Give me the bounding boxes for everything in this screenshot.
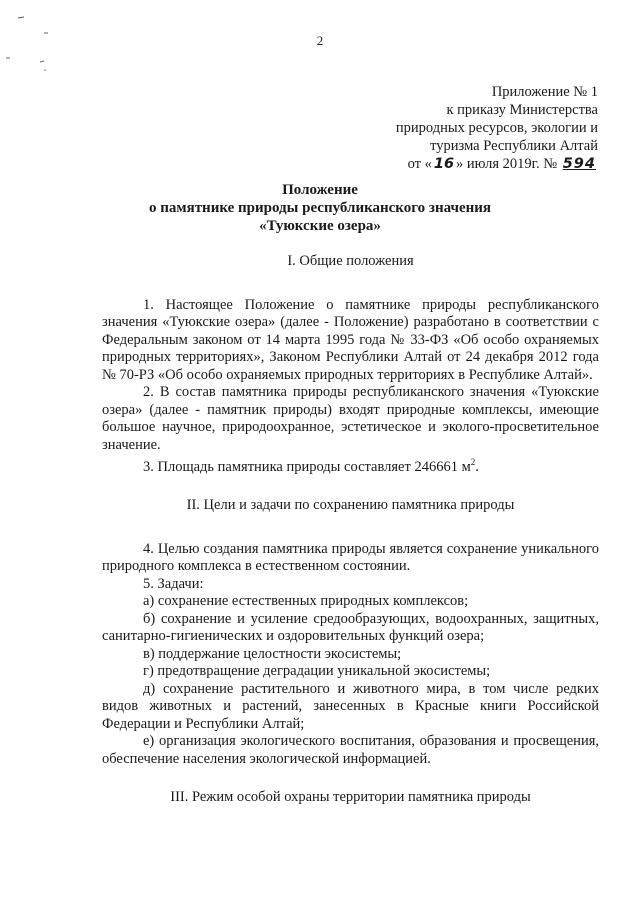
appendix-line-1: Приложение № 1 — [491, 84, 598, 100]
paragraph-3-end: . — [475, 458, 479, 475]
task-b: б) сохранение и усиление средообразующих, водоохранных, защитных, санитарно-гигиенических и оздоровительных функций озера; — [102, 610, 599, 645]
paragraph-3 — [102, 454, 599, 476]
task-f: е) организация экологического воспитания, образования и просвещения, обеспечение населения экологической информацией. — [102, 733, 599, 767]
page-number: 2 — [316, 33, 324, 48]
section-heading-2: II. Цели и задачи по сохранению памятника природы — [186, 497, 515, 514]
appendix-line-4: туризма Республики Алтай — [430, 138, 598, 154]
appendix-block — [338, 83, 598, 173]
handwritten-day: 16 — [433, 156, 455, 172]
paragraph-1: 1. Настоящее Положение о памятнике природы республиканского значения «Туюкские озера» (далее - Положение) разработано в соответствии с Федеральным законом от 14 марта 1995 года № 33-ФЗ «Об особо охраняемых природных территориях», Законом Республики Алтай от 24 декабря 2012 года № 70-РЗ «Об особо охраняемых природных территориях в Республике Алтай». — [102, 296, 599, 383]
appendix-line-2: к приказу Министерства — [446, 102, 598, 118]
paragraph-3-text: 3. Площадь памятника природы составляет 246661 м — [143, 458, 471, 475]
area-unit-superscript: 2 — [470, 457, 476, 467]
section-heading-3: III. Режим особой охраны территории памятника природы — [170, 789, 531, 806]
appendix-date-line — [338, 155, 598, 173]
paragraph-5: 5. Задачи: — [143, 575, 204, 592]
handwritten-order-number: 594 — [562, 156, 596, 172]
title-line-2: о памятнике природы республиканского значения — [148, 200, 492, 216]
document-title — [0, 181, 640, 235]
date-middle: » июля 2019г. № — [456, 156, 558, 172]
paragraph-2: 2. В состав памятника природы республиканского значения «Туюкские озера» (далее - памятник природы) входят природные комплексы, имеющие большое научное, природоохранное, эстетическое и эколого-просветительное значение. — [102, 384, 599, 453]
date-prefix: от « — [407, 156, 432, 172]
task-e: д) сохранение растительного и животного мира, в том числе редких видов животных и растений, занесенных в Красные книги Российской Федерации и Республики Алтай; — [102, 680, 599, 732]
section-heading-1: I. Общие положения — [287, 253, 414, 269]
task-d: г) предотвращение деградации уникальной экосистемы; — [143, 663, 491, 680]
task-a: а) сохранение естественных природных комплексов; — [143, 593, 469, 610]
title-line-1: Положение — [282, 182, 358, 198]
paragraph-4: 4. Целью создания памятника природы является сохранение уникального природного комплекса в естественном состоянии. — [102, 540, 599, 575]
document-body — [102, 253, 599, 833]
appendix-line-3: природных ресурсов, экологии и — [395, 120, 598, 136]
title-line-3: «Туюкские озера» — [259, 218, 381, 234]
task-c: в) поддержание целостности экосистемы; — [143, 645, 402, 662]
